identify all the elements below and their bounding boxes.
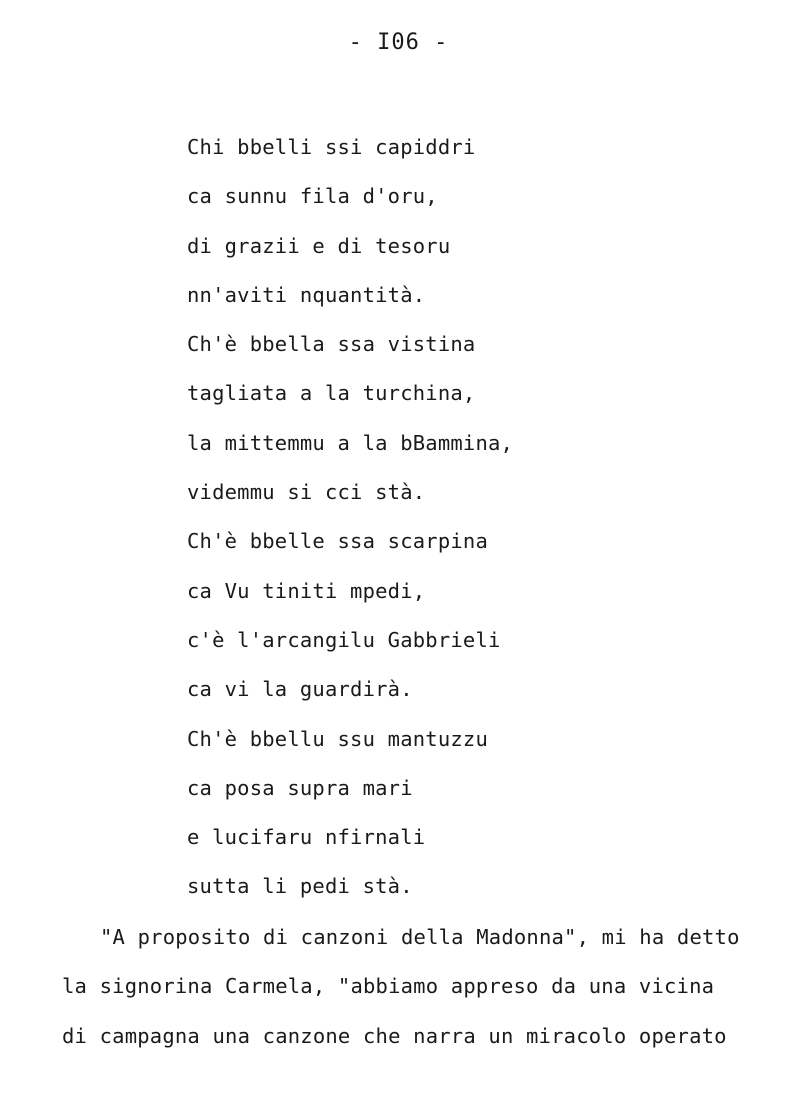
poem-line: Chi bbelli ssi capiddri: [187, 135, 476, 159]
poem-line: Ch'è bbellu ssu mantuzzu: [187, 726, 489, 751]
poem-line: ca posa supra mari: [187, 775, 413, 800]
poem-line: ca sunnu fila d'oru,: [187, 184, 438, 209]
poem-line: tagliata a la turchina,: [187, 381, 476, 406]
prose-paragraph: [62, 922, 742, 1070]
prose-line: la signorina Carmela, "abbiamo appreso da una vicina: [62, 974, 715, 999]
poem-line: e lucifaru nfirnali: [187, 825, 426, 850]
prose-line: di campagna una canzone che narra un miracolo operato: [62, 1023, 727, 1048]
poem-line: Ch'è bbella ssa vistina: [187, 332, 476, 357]
poem-line: la mittemmu a la bBammina,: [187, 430, 514, 455]
poem-line: ca vi la guardirà.: [187, 677, 413, 702]
poem-line: di grazii e di tesoru: [187, 233, 451, 258]
prose-line: "A proposito di canzoni della Madonna", mi ha detto: [100, 925, 740, 949]
poem: [187, 132, 513, 921]
poem-line: c'è l'arcangilu Gabbrieli: [187, 627, 501, 652]
poem-line: videmmu si cci stà.: [187, 480, 426, 505]
poem-line: Ch'è bbelle ssa scarpina: [187, 529, 489, 554]
poem-line: ca Vu tiniti mpedi,: [187, 578, 426, 603]
page-number: - I06 -: [348, 30, 449, 55]
poem-line: nn'aviti nquantità.: [187, 282, 426, 307]
poem-line: sutta li pedi stà.: [187, 874, 413, 899]
